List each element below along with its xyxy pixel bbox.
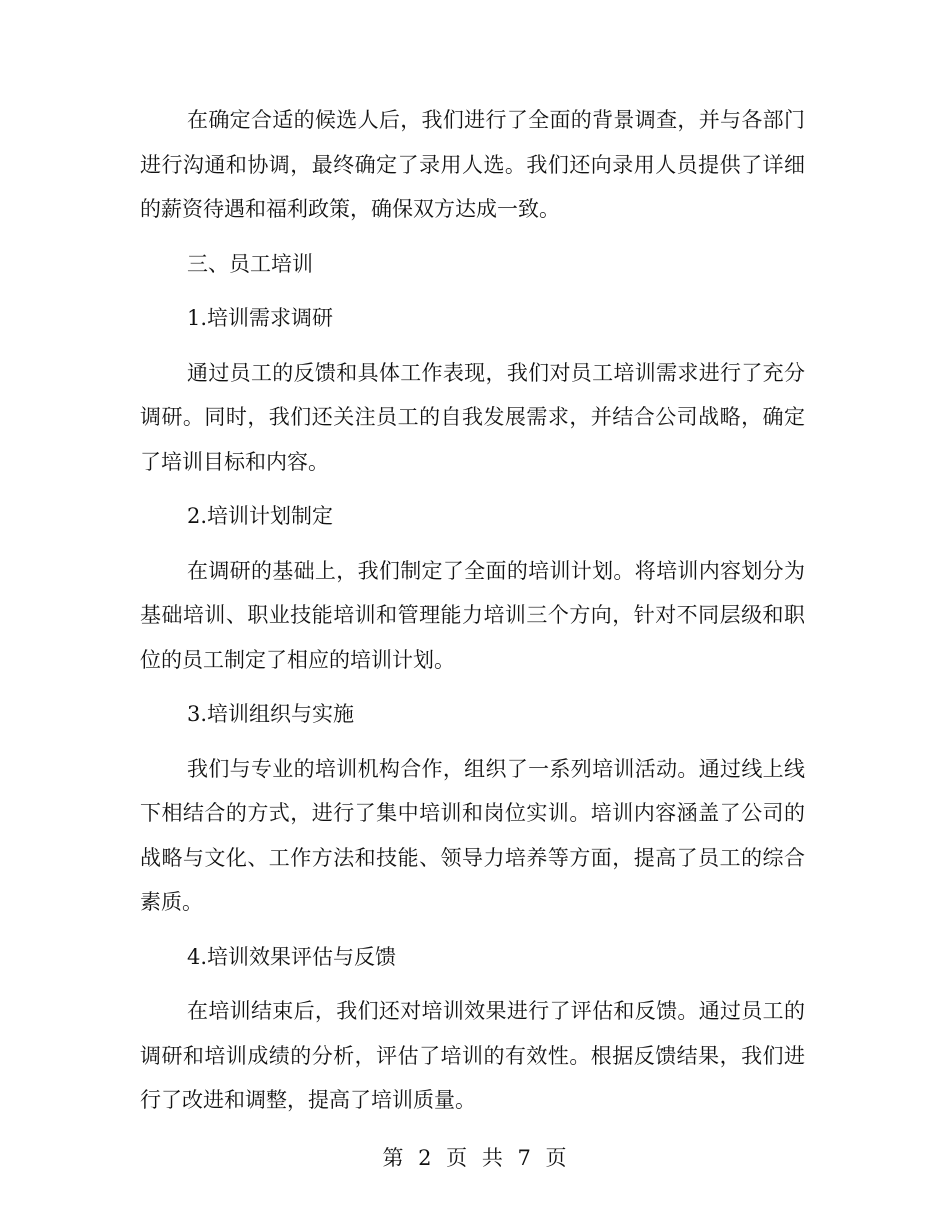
section-heading-employee-training: 三、员工培训 bbox=[187, 251, 313, 276]
paragraph-training-plan: 在调研的基础上，我们制定了全面的培训计划。将培训内容划分为基础培训、职业技能培训和管理能力培训三个方向，针对不同层级和职位的员工制定了相应的培训计划。 bbox=[140, 558, 805, 672]
paragraph-training-implementation: 我们与专业的培训机构合作，组织了一系列培训活动。通过线上线下相结合的方式，进行了集中培训和岗位实训。培训内容涵盖了公司的战略与文化、工作方法和技能、领导力培养等方面，提高了员工的综合素质。 bbox=[140, 756, 805, 914]
document-body bbox=[140, 98, 805, 1133]
subheading-training-plan: 2.培训计划制定 bbox=[187, 504, 334, 528]
subheading-training-evaluation: 4.培训效果评估与反馈 bbox=[187, 944, 397, 969]
subheading-training-needs-research: 1.培训需求调研 bbox=[187, 306, 334, 330]
paragraph-training-needs-research: 通过员工的反馈和具体工作表现，我们对员工培训需求进行了充分调研。同时，我们还关注员工的自我发展需求，并结合公司战略，确定了培训目标和内容。 bbox=[140, 360, 805, 474]
page-number-footer: 第 2 页 共 7 页 bbox=[382, 1146, 568, 1170]
paragraph-training-evaluation: 在培训结束后，我们还对培训效果进行了评估和反馈。通过员工的调研和培训成绩的分析，评估了培训的有效性。根据反馈结果，我们进行了改进和调整，提高了培训质量。 bbox=[140, 999, 805, 1112]
paragraph-hiring-confirmation: 在确定合适的候选人后，我们进行了全面的背景调查，并与各部门进行沟通和协调，最终确定了录用人选。我们还向录用人员提供了详细的薪资待遇和福利政策，确保双方达成一致。 bbox=[140, 108, 805, 221]
subheading-training-implementation: 3.培训组织与实施 bbox=[187, 702, 355, 726]
